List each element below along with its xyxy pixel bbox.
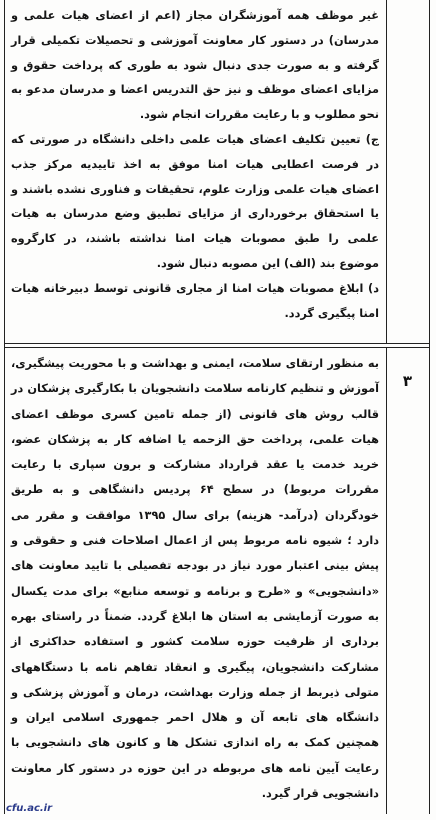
row-text-cell — [11, 351, 379, 810]
paragraph: ج) تعیین تکلیف اعضای هیات علمی داخلی دانشگاه در صورتی که در فرصت اعطایی هیات امنا موفق به اخذ تاییدیه مرکز جذب اعضای هیات علمی وزارت علوم، تحقیقات و فناوری نشده باشند و یا استحقاق برخورداری از مزایای تطبیق وضع مدرسان به هیات علمی را طبق مصوبات هیات امنا نداشته باشند، در کارگروه موضوع بند (الف) این مصوبه دنبال شود. — [11, 132, 379, 270]
row-number-cell — [386, 348, 429, 814]
row-number: ۳ — [402, 372, 413, 390]
resolution-table — [4, 0, 430, 814]
paragraph: د) ابلاغ مصوبات هیات امنا از مجاری قانونی توسط دبیرخانه هیات امنا پیگیری گردد. — [11, 281, 379, 320]
site-watermark: cfu.ac.ir — [6, 803, 53, 814]
row-number-cell — [386, 0, 429, 343]
row-text-cell — [11, 4, 379, 339]
paragraph: غیر موظف همه آموزشگران مجاز (اعم از اعضای هیات علمی و مدرسان) در دستور کار معاونت آموزشی و تحصیلات تکمیلی قرار گرفته و به صورت جدی دنبال شود به طوری که پرداخت حقوق و مزایای اعضای موظف و نیز حق التدریس اعضا و مدرسان مدعو به نحو مطلوب و با رعایت مقررات انجام شود. — [11, 9, 379, 122]
paragraph: به منظور ارتقای سلامت، ایمنی و بهداشت و با محوریت پیشگیری، آموزش و تنظیم کارنامه سلامت دانشجویان با بکارگیری پزشکان در قالب روش های قانونی (از جمله تامین کسری موظف اعضای هیات علمی، پرداخت حق الزحمه یا اضافه کار به پزشکان عضو، خرید خدمت یا عقد قرارداد مشارکت و برون سپاری با رعایت مقررات مربوط) در سطح ۶۴ پردیس دانشگاهی و به طریق خودگردان (درآمد- هزینه) برای سال ۱۳۹۵ موافقت و مقرر می دارد ؛ شیوه نامه مربوط پس از اعمال اصلاحات فنی و حقوقی و پیش بینی اعتبار مورد نیاز در بودجه تفصیلی با تایید معاونت های «دانشجویی» و «طرح و برنامه و توسعه منابع» برای مدت یکسال به صورت آزمایشی به استان ها ابلاغ گردد. ضمناً در راستای بهره برداری از ظرفیت حوزه سلامت کشور و استفاده حداکثری از مشارکت دانشجویان، پیگیری و انعقاد تفاهم نامه با دستگاههای متولی ذیربط از جمله وزارت بهداشت، درمان و آموزش پزشکی و دانشگاه های تابعه آن و هلال احمر جمهوری اسلامی ایران و همچنین کمک به راه اندازی تشکل ها و کانون های دانشجویی با رعایت آیین نامه های مربوطه در این حوزه در دستور کار معاونت دانشجویی قرار گیرد. — [11, 357, 379, 801]
table-row — [5, 347, 429, 814]
table-row — [5, 0, 429, 344]
